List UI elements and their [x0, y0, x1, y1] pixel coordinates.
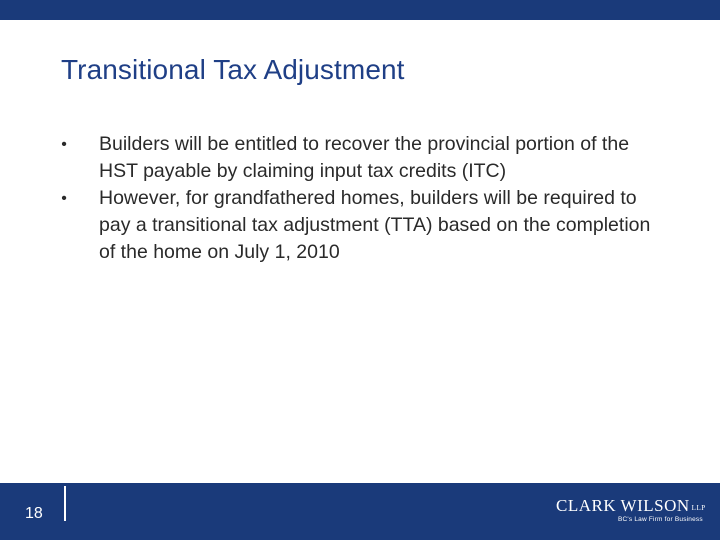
bullet-list [57, 131, 657, 266]
logo-tagline: BC's Law Firm for Business [618, 516, 703, 523]
bullet-text: Builders will be entitled to recover the provincial portion of the HST payable by claiming input tax credits (ITC) [99, 133, 630, 182]
bullet-text: However, for grandfathered homes, builders will be required to pay a transitional tax adjustment (TTA) based on the completion of the home on July 1, 2010 [99, 187, 651, 263]
logo-llp: LLP [691, 504, 706, 512]
footer-divider [64, 486, 66, 521]
logo-wordmark [556, 496, 706, 516]
bullet-item [57, 131, 657, 185]
company-logo [556, 496, 706, 523]
bullet-item [57, 185, 657, 266]
top-banner [0, 0, 720, 20]
bullet-marker: • [61, 190, 67, 207]
logo-name-text: CLARK WILSON [556, 496, 690, 515]
slide-title: Transitional Tax Adjustment [61, 54, 405, 85]
page-number: 18 [25, 505, 43, 522]
bullet-marker: • [61, 136, 67, 153]
